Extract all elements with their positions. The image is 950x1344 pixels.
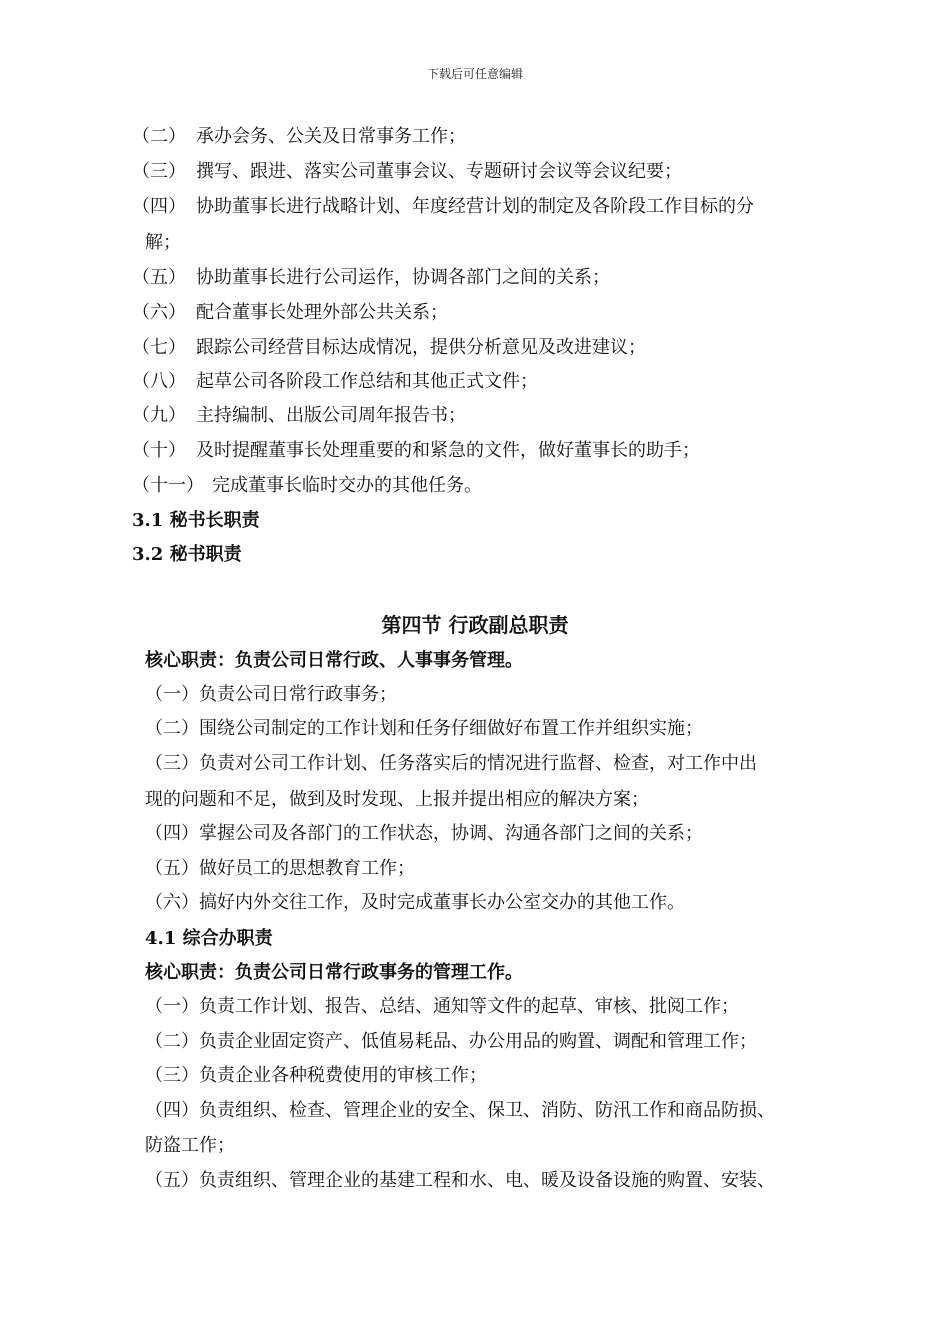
list-item: （五）负责组织、管理企业的基建工程和水、电、暖及设备设施的购置、安装、 <box>145 1170 775 1191</box>
core-duty: 核心职责：负责公司日常行政事务的管理工作。 <box>145 962 523 983</box>
list-item: （三） 撰写、跟进、落实公司董事会议、专题研讨会议等会议纪要； <box>132 161 682 182</box>
list-item: （四）负责组织、检查、管理企业的安全、保卫、消防、防汛工作和商品防损、 <box>145 1100 775 1121</box>
list-item: （一）负责公司日常行政事务； <box>145 684 397 705</box>
core-duty: 核心职责：负责公司日常行政、人事事务管理。 <box>145 650 523 671</box>
section-title: 第四节 行政副总职责 <box>381 613 569 637</box>
list-item-continuation: 现的问题和不足，做到及时发现、上报并提出相应的解决方案； <box>145 789 649 810</box>
list-item: （十） 及时提醒董事长处理重要的和紧急的文件，做好董事长的助手； <box>132 440 700 461</box>
list-item: （六）搞好内外交往工作，及时完成董事长办公室交办的其他工作。 <box>145 892 685 913</box>
list-item: （二）负责企业固定资产、低值易耗品、办公用品的购置、调配和管理工作； <box>145 1031 757 1052</box>
list-item-continuation: 解； <box>145 232 181 253</box>
list-item: （八） 起草公司各阶段工作总结和其他正式文件； <box>132 371 538 392</box>
list-item: （九） 主持编制、出版公司周年报告书； <box>132 405 466 426</box>
list-item: （五） 协助董事长进行公司运作，协调各部门之间的关系； <box>132 267 610 288</box>
page-header: 下载后可任意编辑 <box>426 67 523 81</box>
list-item: （十一） 完成董事长临时交办的其他任务。 <box>132 475 482 496</box>
list-item: （四）掌握公司及各部门的工作状态，协调、沟通各部门之间的关系； <box>145 823 703 844</box>
list-item: （五）做好员工的思想教育工作； <box>145 858 415 879</box>
heading-4-1: 4.1 综合办职责 <box>145 928 273 949</box>
list-item: （二） 承办会务、公关及日常事务工作； <box>132 126 466 147</box>
list-item-continuation: 防盗工作； <box>145 1135 235 1156</box>
list-item: （二）围绕公司制定的工作计划和任务仔细做好布置工作并组织实施； <box>145 718 703 739</box>
list-item: （一）负责工作计划、报告、总结、通知等文件的起草、审核、批阅工作； <box>145 996 739 1017</box>
list-item: （三）负责企业各种税费使用的审核工作； <box>145 1065 487 1086</box>
list-item: （四） 协助董事长进行战略计划、年度经营计划的制定及各阶段工作目标的分 <box>132 196 754 217</box>
heading-3-1: 3.1 秘书长职责 <box>132 510 260 531</box>
list-item: （三）负责对公司工作计划、任务落实后的情况进行监督、检查，对工作中出 <box>145 753 757 774</box>
heading-3-2: 3.2 秘书职责 <box>132 544 242 565</box>
list-item: （七） 跟踪公司经营目标达成情况，提供分析意见及改进建议； <box>132 337 646 358</box>
list-item: （六） 配合董事长处理外部公共关系； <box>132 302 448 323</box>
